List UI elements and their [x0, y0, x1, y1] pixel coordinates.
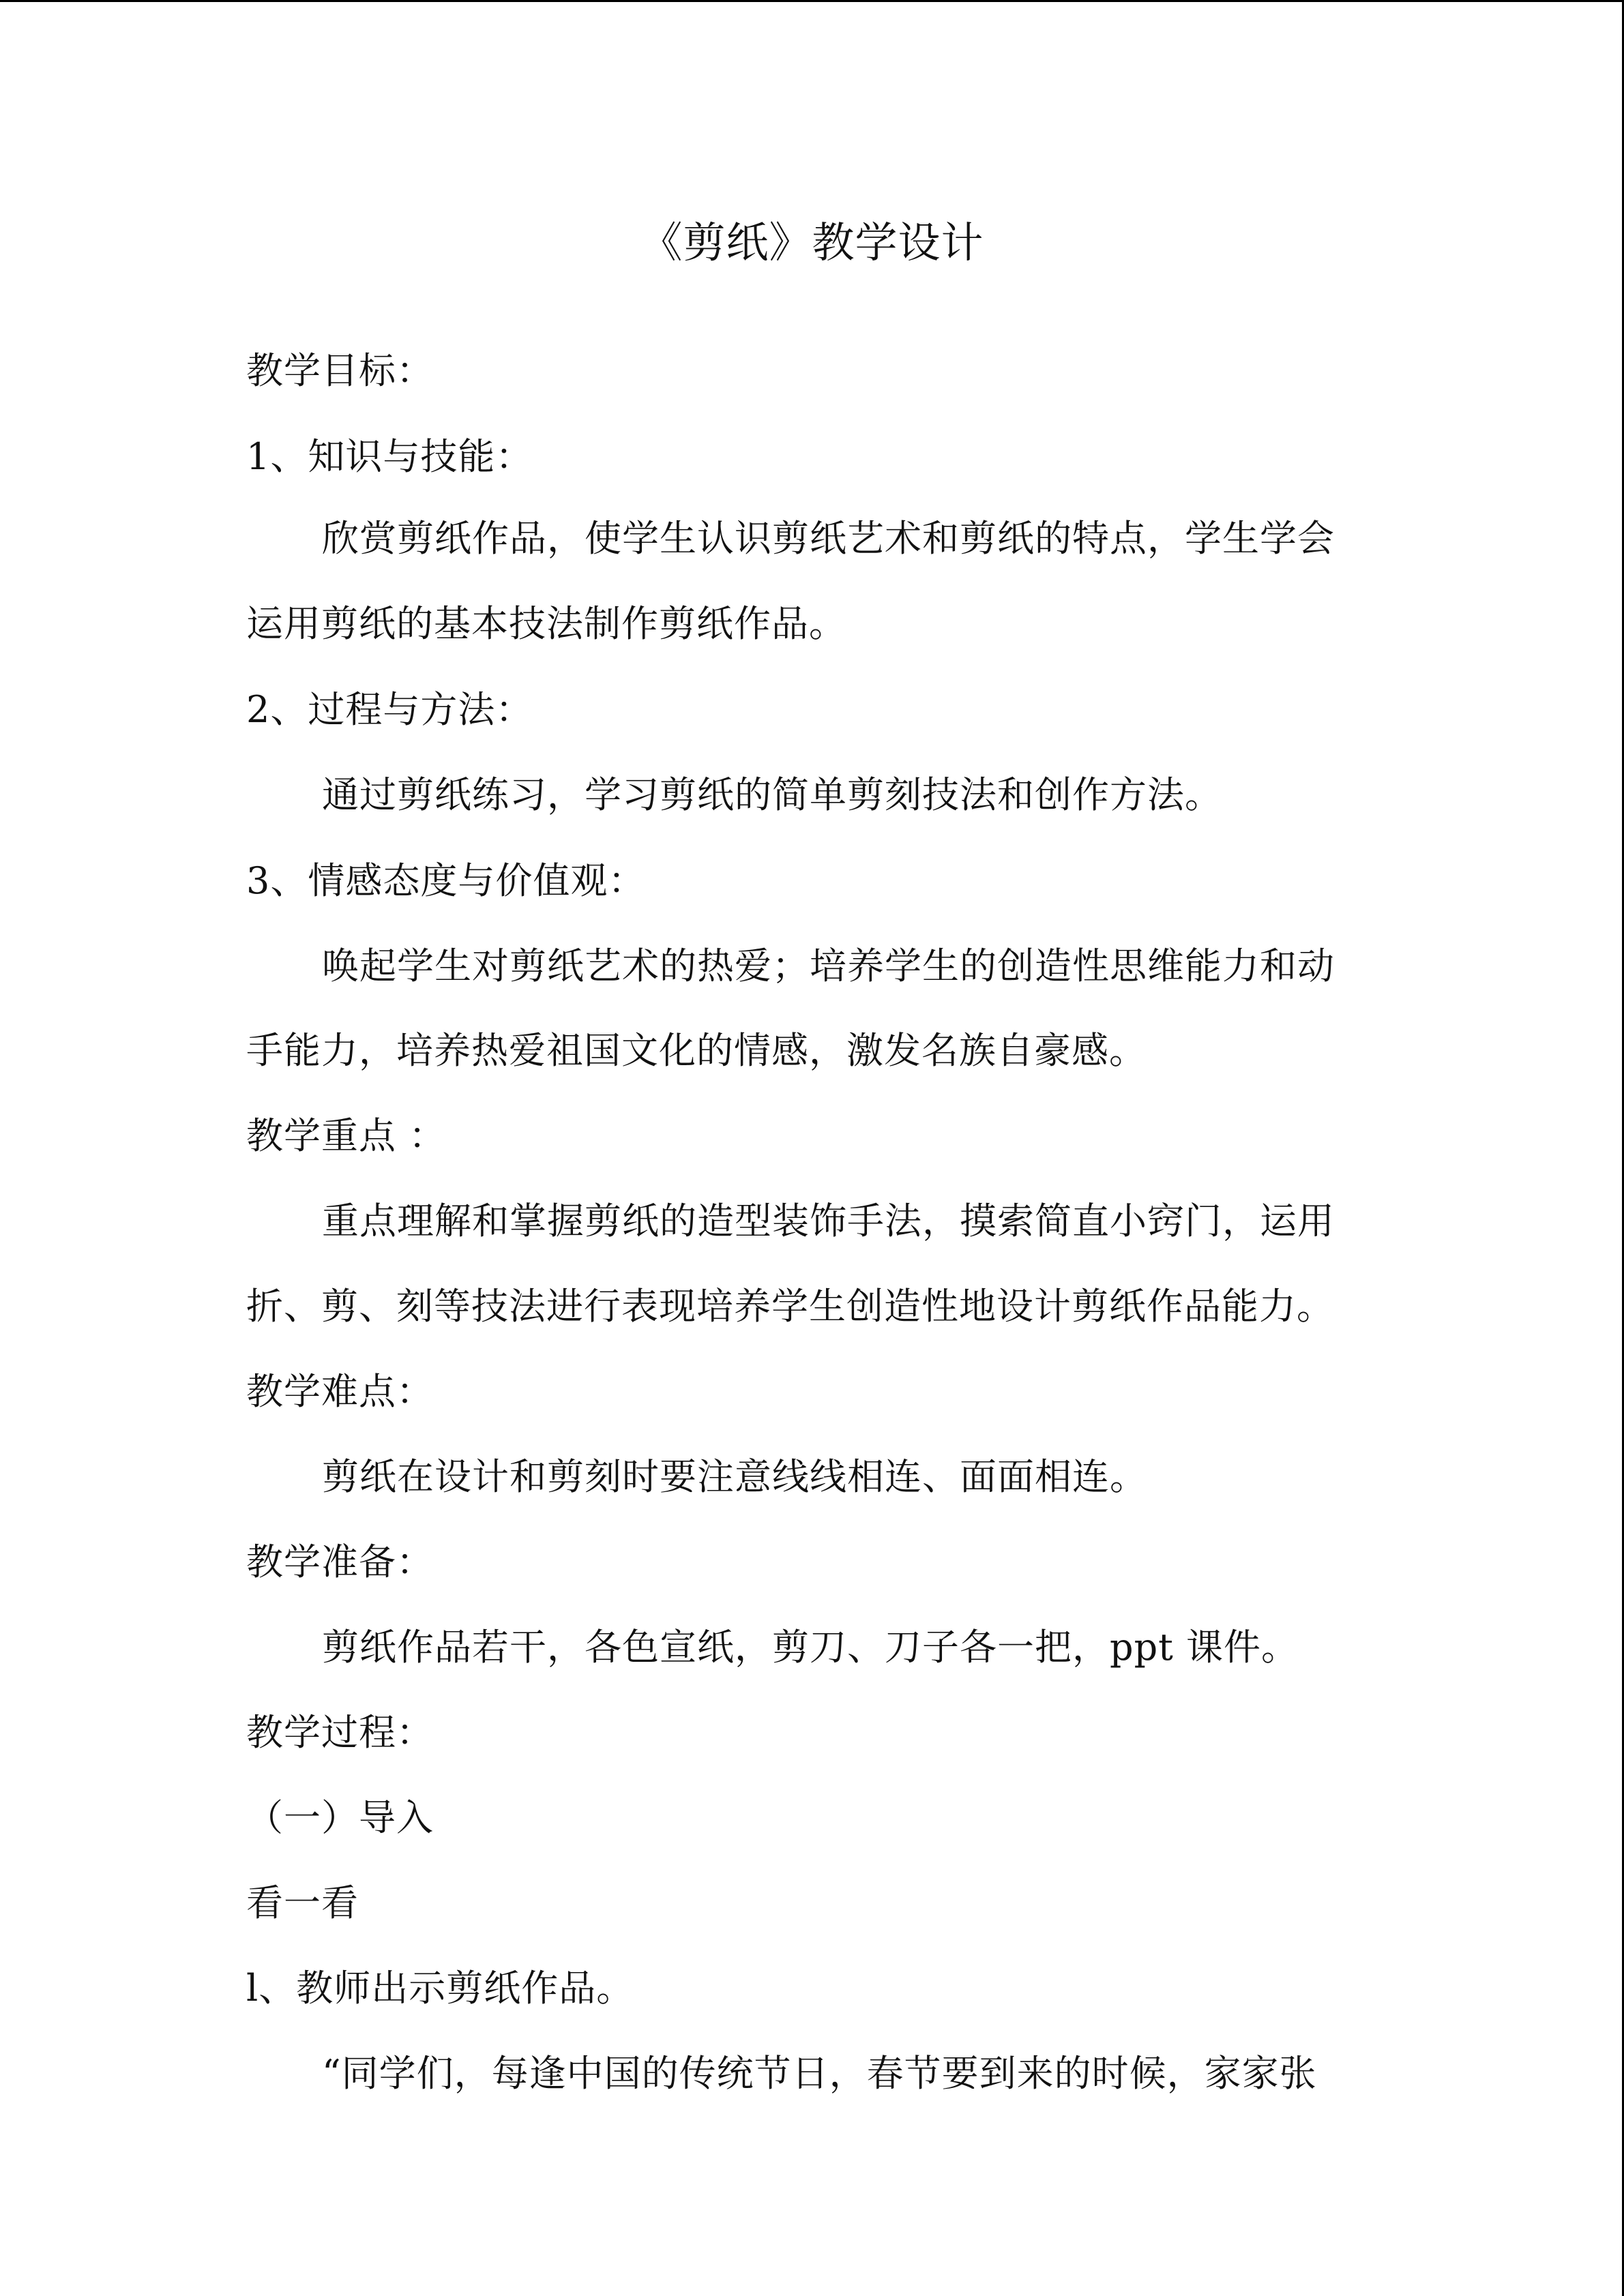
- paragraph-line: l、教师出示剪纸作品。: [246, 1967, 634, 2010]
- subheading-knowledge-skills: 1、知识与技能：: [246, 435, 533, 478]
- paragraph-line: 折、剪、刻等技法进行表现培养学生创造性地设计剪纸作品能力。: [246, 1285, 1334, 1328]
- paragraph-line: 重点理解和掌握剪纸的造型装饰手法，摸索简直小窍门，运用: [322, 1199, 1335, 1242]
- subheading-emotion-values: 3、情感态度与价值观：: [246, 859, 646, 902]
- heading-difficulties: 教学难点：: [246, 1370, 434, 1413]
- subheading-process-methods: 2、过程与方法：: [246, 688, 533, 731]
- document-title: 《剪纸》教学设计: [640, 218, 984, 267]
- paragraph-line: 手能力，培养热爱祖国文化的情感，激发名族自豪感。: [246, 1029, 1147, 1072]
- heading-key-points: 教学重点 ：: [246, 1114, 447, 1157]
- paragraph-line: 剪纸作品若干，各色宣纸，剪刀、刀子各一把，ppt 课件。: [322, 1626, 1299, 1669]
- subheading-introduction: （一）导入: [246, 1796, 434, 1839]
- paragraph-line: 唤起学生对剪纸艺术的热爱；培养学生的创造性思维能力和动: [322, 944, 1335, 987]
- paragraph-line: “同学们，每逢中国的传统节日，春节要到来的时候，家家张: [322, 2052, 1317, 2095]
- heading-preparation: 教学准备：: [246, 1540, 434, 1583]
- heading-teaching-process: 教学过程：: [246, 1711, 434, 1754]
- paragraph-line: 通过剪纸练习，学习剪纸的简单剪刻技法和创作方法。: [322, 773, 1222, 816]
- paragraph-line: 剪纸在设计和剪刻时要注意线线相连、面面相连。: [322, 1455, 1147, 1498]
- paragraph-line: 欣赏剪纸作品，使学生认识剪纸艺术和剪纸的特点，学生学会: [322, 517, 1335, 560]
- subheading-look: 看一看: [246, 1881, 359, 1924]
- heading-teaching-objectives: 教学目标：: [246, 349, 434, 392]
- paragraph-line: 运用剪纸的基本技法制作剪纸作品。: [246, 602, 846, 645]
